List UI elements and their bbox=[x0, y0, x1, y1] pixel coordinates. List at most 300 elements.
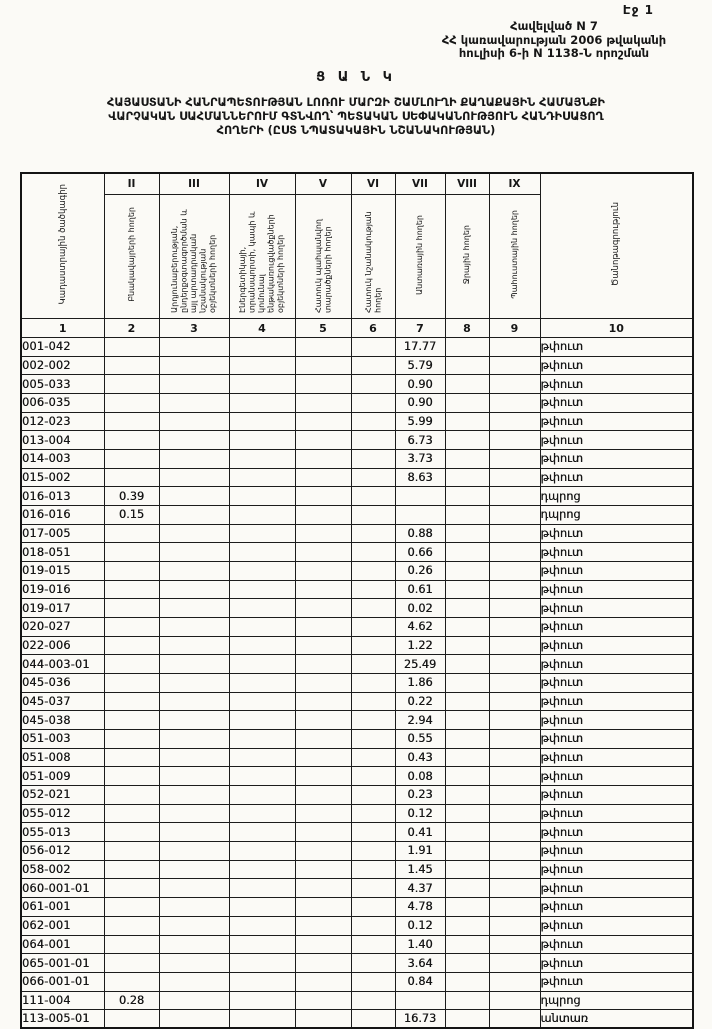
document-title: Ց Ա Ն Կ bbox=[316, 70, 396, 85]
cell-cadastral-code: 062-001 bbox=[21, 916, 104, 935]
cell-reserve bbox=[489, 1010, 540, 1029]
cell-residential bbox=[104, 860, 159, 879]
header-remarks bbox=[540, 173, 693, 319]
cell-forest: 1.40 bbox=[395, 935, 445, 954]
cell-residential bbox=[104, 935, 159, 954]
cell-residential bbox=[104, 636, 159, 655]
cell-reserve bbox=[489, 655, 540, 674]
cell-industrial bbox=[159, 898, 229, 917]
cell-reserve bbox=[489, 524, 540, 543]
cell-forest bbox=[395, 487, 445, 506]
cell-special-purpose bbox=[351, 655, 395, 674]
cell-residential bbox=[104, 972, 159, 991]
column-number: 4 bbox=[229, 319, 295, 338]
table-row bbox=[21, 655, 693, 674]
cell-water bbox=[445, 394, 489, 413]
cell-reserve bbox=[489, 954, 540, 973]
cell-reserve bbox=[489, 916, 540, 935]
table-row bbox=[21, 748, 693, 767]
cell-residential bbox=[104, 954, 159, 973]
cell-water bbox=[445, 338, 489, 357]
cell-energy-transport bbox=[229, 375, 295, 394]
cell-water bbox=[445, 562, 489, 581]
cell-energy-transport bbox=[229, 786, 295, 805]
cell-reserve bbox=[489, 674, 540, 693]
table-row bbox=[21, 972, 693, 991]
cell-special-purpose bbox=[351, 972, 395, 991]
cell-residential bbox=[104, 898, 159, 917]
cell-energy-transport bbox=[229, 506, 295, 525]
cell-residential bbox=[104, 356, 159, 375]
cell-reserve bbox=[489, 898, 540, 917]
cell-water bbox=[445, 972, 489, 991]
cell-water bbox=[445, 636, 489, 655]
cell-water bbox=[445, 916, 489, 935]
cell-energy-transport bbox=[229, 562, 295, 581]
cell-industrial bbox=[159, 748, 229, 767]
cell-residential bbox=[104, 1010, 159, 1029]
cell-cadastral-code: 001-042 bbox=[21, 338, 104, 357]
cell-energy-transport bbox=[229, 487, 295, 506]
cell-protected bbox=[295, 356, 351, 375]
cell-protected bbox=[295, 599, 351, 618]
cell-special-purpose bbox=[351, 823, 395, 842]
cell-special-purpose bbox=[351, 543, 395, 562]
header-label: Անտառային հողեր bbox=[415, 214, 425, 295]
table-row bbox=[21, 599, 693, 618]
cell-reserve bbox=[489, 412, 540, 431]
cell-residential bbox=[104, 804, 159, 823]
cell-residential: 0.39 bbox=[104, 487, 159, 506]
table-row bbox=[21, 935, 693, 954]
cell-special-purpose bbox=[351, 991, 395, 1010]
cell-protected bbox=[295, 804, 351, 823]
cell-residential bbox=[104, 394, 159, 413]
cell-residential bbox=[104, 823, 159, 842]
cell-water bbox=[445, 580, 489, 599]
header-residential-lands bbox=[104, 195, 159, 319]
cell-cadastral-code: 016-016 bbox=[21, 506, 104, 525]
cell-cadastral-code: 006-035 bbox=[21, 394, 104, 413]
cell-forest: 16.73 bbox=[395, 1010, 445, 1029]
cell-special-purpose bbox=[351, 916, 395, 935]
cell-protected bbox=[295, 655, 351, 674]
cell-reserve bbox=[489, 506, 540, 525]
cell-special-purpose bbox=[351, 431, 395, 450]
table-row bbox=[21, 879, 693, 898]
cell-cadastral-code: 014-003 bbox=[21, 450, 104, 469]
header-roman-IX: IX bbox=[489, 173, 540, 195]
cell-energy-transport bbox=[229, 636, 295, 655]
cell-protected bbox=[295, 450, 351, 469]
cell-reserve bbox=[489, 375, 540, 394]
cell-special-purpose bbox=[351, 898, 395, 917]
cell-water bbox=[445, 879, 489, 898]
cell-forest: 1.45 bbox=[395, 860, 445, 879]
cell-industrial bbox=[159, 786, 229, 805]
cell-cadastral-code: 016-013 bbox=[21, 487, 104, 506]
header-roman-II: II bbox=[104, 173, 159, 195]
cell-reserve bbox=[489, 580, 540, 599]
cell-water bbox=[445, 711, 489, 730]
cell-forest: 5.99 bbox=[395, 412, 445, 431]
table-row bbox=[21, 804, 693, 823]
cell-industrial bbox=[159, 580, 229, 599]
cell-reserve bbox=[489, 692, 540, 711]
cell-industrial bbox=[159, 338, 229, 357]
cell-cadastral-code: 055-012 bbox=[21, 804, 104, 823]
cell-cadastral-code: 066-001-01 bbox=[21, 972, 104, 991]
cell-forest: 3.73 bbox=[395, 450, 445, 469]
cell-remark: թփուտ bbox=[540, 916, 693, 935]
cell-forest: 0.90 bbox=[395, 375, 445, 394]
cell-remark: թփուտ bbox=[540, 599, 693, 618]
appendix-reference bbox=[396, 20, 712, 61]
cell-residential bbox=[104, 450, 159, 469]
cell-forest: 6.73 bbox=[395, 431, 445, 450]
cell-special-purpose bbox=[351, 394, 395, 413]
header-roman-VIII: VIII bbox=[445, 173, 489, 195]
cell-protected bbox=[295, 916, 351, 935]
cell-residential bbox=[104, 375, 159, 394]
cell-remark: թփուտ bbox=[540, 580, 693, 599]
table-row bbox=[21, 860, 693, 879]
column-number: 3 bbox=[159, 319, 229, 338]
cell-industrial bbox=[159, 879, 229, 898]
cell-reserve bbox=[489, 468, 540, 487]
cell-industrial bbox=[159, 804, 229, 823]
cell-special-purpose bbox=[351, 636, 395, 655]
page-number: Էջ 1 bbox=[622, 3, 654, 17]
header-label: Պահուստային հողեր bbox=[509, 210, 519, 299]
cell-remark: անտառ bbox=[540, 1010, 693, 1029]
cell-forest: 2.94 bbox=[395, 711, 445, 730]
cell-remark: թփուտ bbox=[540, 394, 693, 413]
cell-reserve bbox=[489, 487, 540, 506]
table-row bbox=[21, 543, 693, 562]
cell-energy-transport bbox=[229, 580, 295, 599]
table-row bbox=[21, 487, 693, 506]
table-row bbox=[21, 1010, 693, 1029]
header-roman-VII: VII bbox=[395, 173, 445, 195]
appendix-line: հուլիսի 6-ի N 1138-Ն որոշման bbox=[458, 46, 650, 60]
cell-energy-transport bbox=[229, 860, 295, 879]
cell-water bbox=[445, 487, 489, 506]
cell-reserve bbox=[489, 394, 540, 413]
cell-energy-transport bbox=[229, 972, 295, 991]
cell-industrial bbox=[159, 562, 229, 581]
cell-reserve bbox=[489, 599, 540, 618]
cell-residential: 0.15 bbox=[104, 506, 159, 525]
cell-industrial bbox=[159, 394, 229, 413]
cell-water bbox=[445, 767, 489, 786]
cell-special-purpose bbox=[351, 730, 395, 749]
cell-remark: դպրոց bbox=[540, 506, 693, 525]
cell-forest: 17.77 bbox=[395, 338, 445, 357]
column-number: 9 bbox=[489, 319, 540, 338]
cell-forest: 0.12 bbox=[395, 916, 445, 935]
cell-forest: 0.26 bbox=[395, 562, 445, 581]
cell-forest: 0.88 bbox=[395, 524, 445, 543]
cell-cadastral-code: 020-027 bbox=[21, 618, 104, 637]
cell-water bbox=[445, 1010, 489, 1029]
column-number: 7 bbox=[395, 319, 445, 338]
cell-reserve bbox=[489, 972, 540, 991]
cell-remark: թփուտ bbox=[540, 412, 693, 431]
cell-protected bbox=[295, 860, 351, 879]
cell-remark: թփուտ bbox=[540, 356, 693, 375]
cell-forest: 1.86 bbox=[395, 674, 445, 693]
cell-residential bbox=[104, 338, 159, 357]
cell-special-purpose bbox=[351, 487, 395, 506]
subtitle-line: ՎԱՐՉԱԿԱՆ ՍԱՀՄԱՆՆԵՐՈՒՄ ԳՏՆՎՈՂ՝ ՊԵՏԱԿԱՆ ՍԵՓԱԿԱՆՈՒԹՅՈՒՆ ՀԱՆԴԻՍԱՑՈՂ bbox=[108, 109, 604, 123]
cell-residential bbox=[104, 655, 159, 674]
cell-water bbox=[445, 450, 489, 469]
cell-industrial bbox=[159, 935, 229, 954]
cell-energy-transport bbox=[229, 954, 295, 973]
cell-industrial bbox=[159, 468, 229, 487]
table-row bbox=[21, 711, 693, 730]
cell-cadastral-code: 045-036 bbox=[21, 674, 104, 693]
cell-cadastral-code: 061-001 bbox=[21, 898, 104, 917]
cell-energy-transport bbox=[229, 431, 295, 450]
cell-special-purpose bbox=[351, 692, 395, 711]
cell-industrial bbox=[159, 954, 229, 973]
cell-energy-transport bbox=[229, 1010, 295, 1029]
table-row bbox=[21, 562, 693, 581]
cell-forest: 8.63 bbox=[395, 468, 445, 487]
cell-residential bbox=[104, 692, 159, 711]
cell-water bbox=[445, 842, 489, 861]
cell-remark: թփուտ bbox=[540, 524, 693, 543]
cell-energy-transport bbox=[229, 748, 295, 767]
cell-cadastral-code: 051-008 bbox=[21, 748, 104, 767]
cell-water bbox=[445, 748, 489, 767]
table-row bbox=[21, 375, 693, 394]
table-row bbox=[21, 898, 693, 917]
cell-energy-transport bbox=[229, 767, 295, 786]
cell-water bbox=[445, 823, 489, 842]
cell-special-purpose bbox=[351, 674, 395, 693]
cell-residential bbox=[104, 842, 159, 861]
cell-protected bbox=[295, 823, 351, 842]
cell-water bbox=[445, 543, 489, 562]
cell-industrial bbox=[159, 618, 229, 637]
cell-water bbox=[445, 898, 489, 917]
cell-protected bbox=[295, 674, 351, 693]
cell-remark: թփուտ bbox=[540, 655, 693, 674]
cell-special-purpose bbox=[351, 804, 395, 823]
appendix-line: Հավելված N 7 bbox=[510, 19, 598, 33]
cell-remark: թփուտ bbox=[540, 543, 693, 562]
cell-residential bbox=[104, 599, 159, 618]
cell-cadastral-code: 002-002 bbox=[21, 356, 104, 375]
cell-cadastral-code: 113-005-01 bbox=[21, 1010, 104, 1029]
cell-cadastral-code: 064-001 bbox=[21, 935, 104, 954]
cell-energy-transport bbox=[229, 468, 295, 487]
cell-special-purpose bbox=[351, 767, 395, 786]
cell-cadastral-code: 058-002 bbox=[21, 860, 104, 879]
cell-special-purpose bbox=[351, 860, 395, 879]
cell-reserve bbox=[489, 543, 540, 562]
cell-residential bbox=[104, 674, 159, 693]
cell-residential bbox=[104, 543, 159, 562]
cell-water bbox=[445, 412, 489, 431]
cell-residential bbox=[104, 916, 159, 935]
land-parcels-table bbox=[20, 172, 694, 1029]
cell-special-purpose bbox=[351, 468, 395, 487]
cell-residential bbox=[104, 562, 159, 581]
cell-energy-transport bbox=[229, 674, 295, 693]
cell-cadastral-code: 018-051 bbox=[21, 543, 104, 562]
cell-industrial bbox=[159, 655, 229, 674]
cell-industrial bbox=[159, 860, 229, 879]
table-row bbox=[21, 916, 693, 935]
cell-industrial bbox=[159, 356, 229, 375]
header-label: Ջրային հողեր bbox=[462, 224, 472, 285]
cell-water bbox=[445, 506, 489, 525]
cell-forest: 4.37 bbox=[395, 879, 445, 898]
cell-industrial bbox=[159, 823, 229, 842]
cell-remark: թփուտ bbox=[540, 618, 693, 637]
cell-reserve bbox=[489, 767, 540, 786]
cell-water bbox=[445, 860, 489, 879]
cell-protected bbox=[295, 431, 351, 450]
cell-protected bbox=[295, 991, 351, 1010]
cell-protected bbox=[295, 730, 351, 749]
cell-energy-transport bbox=[229, 842, 295, 861]
cell-cadastral-code: 045-038 bbox=[21, 711, 104, 730]
cell-remark: թփուտ bbox=[540, 431, 693, 450]
cell-remark: դպրոց bbox=[540, 991, 693, 1010]
cell-energy-transport bbox=[229, 450, 295, 469]
table-header bbox=[21, 173, 693, 338]
cell-cadastral-code: 044-003-01 bbox=[21, 655, 104, 674]
cell-forest bbox=[395, 506, 445, 525]
header-industrial-lands bbox=[159, 195, 229, 319]
subtitle-line: ՀԱՅԱՍՏԱՆԻ ՀԱՆՐԱՊԵՏՈՒԹՅԱՆ ԼՈՌՈՒ ՄԱՐԶԻ ՇԱՄԼՈՒՂԻ ՔԱՂԱՔԱՅԻՆ ՀԱՄԱՅՆՔԻ bbox=[107, 96, 605, 109]
cell-reserve bbox=[489, 450, 540, 469]
cell-protected bbox=[295, 935, 351, 954]
cell-cadastral-code: 022-006 bbox=[21, 636, 104, 655]
cell-reserve bbox=[489, 356, 540, 375]
cell-remark: թփուտ bbox=[540, 804, 693, 823]
cell-forest: 0.61 bbox=[395, 580, 445, 599]
cell-industrial bbox=[159, 487, 229, 506]
cell-cadastral-code: 045-037 bbox=[21, 692, 104, 711]
cell-forest: 0.43 bbox=[395, 748, 445, 767]
cell-protected bbox=[295, 562, 351, 581]
cell-energy-transport bbox=[229, 338, 295, 357]
cell-water bbox=[445, 375, 489, 394]
cell-reserve bbox=[489, 935, 540, 954]
cell-protected bbox=[295, 338, 351, 357]
cell-energy-transport bbox=[229, 618, 295, 637]
cell-industrial bbox=[159, 524, 229, 543]
table-row bbox=[21, 786, 693, 805]
cell-reserve bbox=[489, 338, 540, 357]
cell-forest: 0.66 bbox=[395, 543, 445, 562]
cell-remark: թփուտ bbox=[540, 562, 693, 581]
cell-protected bbox=[295, 394, 351, 413]
cell-cadastral-code: 051-009 bbox=[21, 767, 104, 786]
cell-residential bbox=[104, 730, 159, 749]
header-water-lands bbox=[445, 195, 489, 319]
cell-industrial bbox=[159, 842, 229, 861]
cell-special-purpose bbox=[351, 506, 395, 525]
header-label: Բնակավայրերի հողեր bbox=[126, 207, 136, 302]
cell-protected bbox=[295, 748, 351, 767]
cell-residential bbox=[104, 580, 159, 599]
cell-forest: 0.55 bbox=[395, 730, 445, 749]
cell-energy-transport bbox=[229, 935, 295, 954]
cell-remark: թփուտ bbox=[540, 954, 693, 973]
cell-water bbox=[445, 618, 489, 637]
cell-protected bbox=[295, 879, 351, 898]
cell-energy-transport bbox=[229, 804, 295, 823]
cell-protected bbox=[295, 375, 351, 394]
table-row bbox=[21, 636, 693, 655]
cell-forest: 4.62 bbox=[395, 618, 445, 637]
header-forest-lands bbox=[395, 195, 445, 319]
cell-residential bbox=[104, 431, 159, 450]
cell-industrial bbox=[159, 412, 229, 431]
cell-cadastral-code: 013-004 bbox=[21, 431, 104, 450]
table-row bbox=[21, 842, 693, 861]
cell-cadastral-code: 065-001-01 bbox=[21, 954, 104, 973]
header-roman-row bbox=[21, 173, 693, 195]
cell-energy-transport bbox=[229, 916, 295, 935]
cell-remark: թփուտ bbox=[540, 972, 693, 991]
cell-protected bbox=[295, 711, 351, 730]
cell-protected bbox=[295, 786, 351, 805]
cell-industrial bbox=[159, 972, 229, 991]
cell-special-purpose bbox=[351, 842, 395, 861]
table-row bbox=[21, 991, 693, 1010]
cell-industrial bbox=[159, 916, 229, 935]
cell-residential bbox=[104, 879, 159, 898]
cell-remark: թփուտ bbox=[540, 935, 693, 954]
cell-remark: թփուտ bbox=[540, 636, 693, 655]
table-row bbox=[21, 823, 693, 842]
cell-forest: 0.23 bbox=[395, 786, 445, 805]
cell-protected bbox=[295, 842, 351, 861]
cell-energy-transport bbox=[229, 599, 295, 618]
cell-reserve bbox=[489, 823, 540, 842]
cell-cadastral-code: 019-016 bbox=[21, 580, 104, 599]
cell-protected bbox=[295, 1010, 351, 1029]
cell-reserve bbox=[489, 804, 540, 823]
cell-cadastral-code: 019-015 bbox=[21, 562, 104, 581]
cell-forest: 1.91 bbox=[395, 842, 445, 861]
table-row bbox=[21, 730, 693, 749]
cell-energy-transport bbox=[229, 356, 295, 375]
header-number-row bbox=[21, 319, 693, 338]
header-label: Արդյունաբերության, ընդերքօգտագործման և այլ արտադրական նշանակության օբյեկտների հողեր bbox=[170, 208, 218, 313]
table-row bbox=[21, 580, 693, 599]
table-row bbox=[21, 412, 693, 431]
header-label: Հատուկ նշանակության հողեր bbox=[363, 210, 382, 313]
cell-forest: 0.90 bbox=[395, 394, 445, 413]
cell-residential bbox=[104, 748, 159, 767]
cell-protected bbox=[295, 954, 351, 973]
cell-special-purpose bbox=[351, 412, 395, 431]
cell-forest: 0.84 bbox=[395, 972, 445, 991]
cell-special-purpose bbox=[351, 618, 395, 637]
cell-special-purpose bbox=[351, 711, 395, 730]
cell-remark: թփուտ bbox=[540, 692, 693, 711]
cell-special-purpose bbox=[351, 450, 395, 469]
